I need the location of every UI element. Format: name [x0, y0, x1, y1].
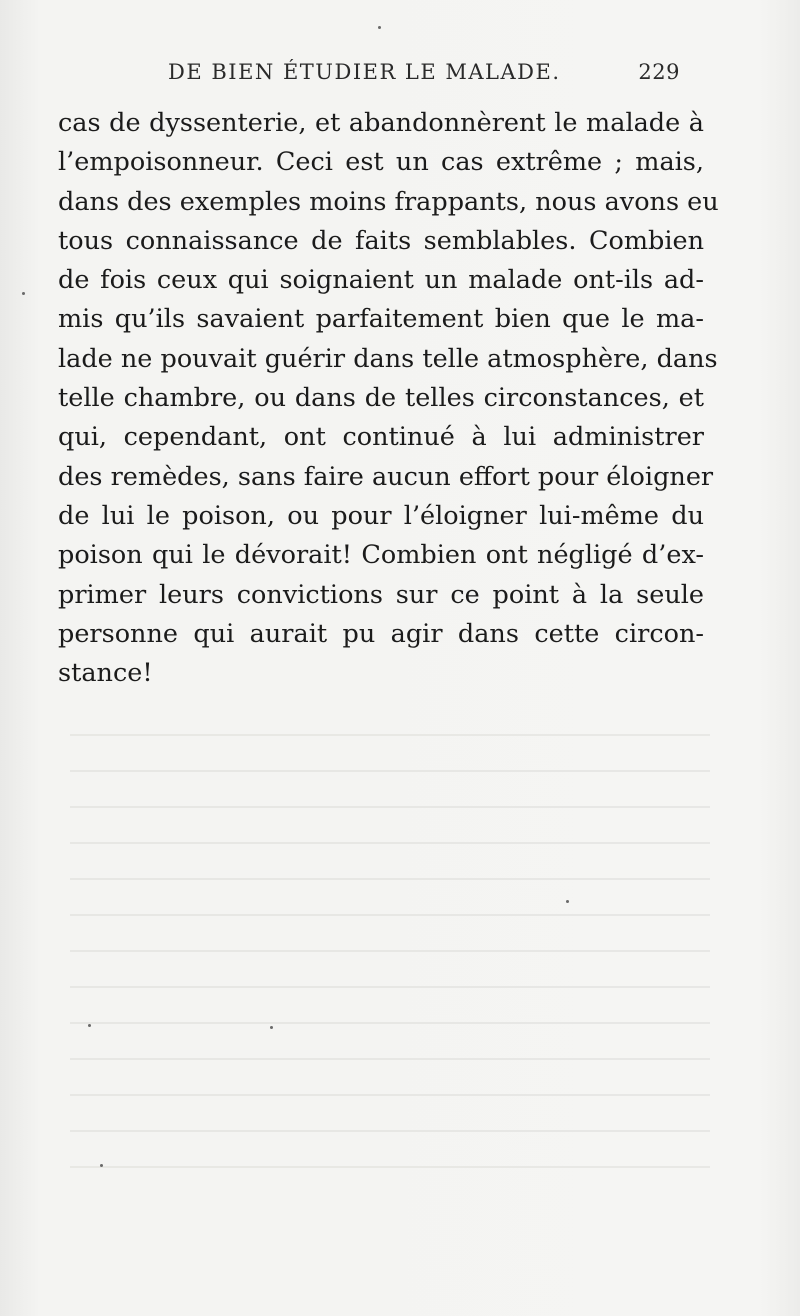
page-number: 229: [638, 60, 680, 84]
text-line: de fois ceux qui soignaient un malade ont-ils ad-: [58, 265, 704, 296]
text-line: qui, cependant, ont continué à lui administrer: [58, 422, 704, 453]
text-line: tous connaissance de faits semblables. Combien: [58, 225, 704, 256]
ink-speck: [270, 1026, 273, 1029]
text-line: primer leurs convictions sur ce point à la seule: [58, 579, 704, 610]
text-line: l’empoisonneur. Ceci est un cas extrême ; mais,: [58, 147, 704, 178]
text-line: personne qui aurait pu agir dans cette circon-: [58, 618, 704, 649]
text-line: dans des exemples moins frappants, nous avons eu: [58, 186, 719, 217]
text-line: telle chambre, ou dans de telles circonstances, et: [58, 383, 704, 414]
text-line: de lui le poison, ou pour l’éloigner lui-même du: [58, 500, 704, 531]
text-line: lade ne pouvait guérir dans telle atmosphère, dans: [58, 343, 718, 374]
text-line: stance!: [58, 658, 153, 689]
ink-speck: [100, 1164, 103, 1167]
text-line: des remèdes, sans faire aucun effort pour éloigner: [58, 461, 714, 492]
text-line: mis qu’ils savaient parfaitement bien que le ma-: [58, 304, 704, 335]
text-line: poison qui le dévorait! Combien ont négligé d’ex-: [58, 540, 704, 571]
ink-speck: [566, 900, 569, 903]
ink-speck: [88, 1024, 91, 1027]
ink-speck: [378, 26, 381, 29]
running-title: DE BIEN ÉTUDIER LE MALADE.: [168, 60, 561, 84]
text-line: cas de dyssenterie, et abandonnèrent le malade à: [58, 108, 704, 138]
ink-speck: [22, 292, 25, 295]
body-paragraph: [58, 104, 719, 693]
bleed-through-text: [70, 700, 710, 1260]
page-header: [60, 60, 680, 96]
